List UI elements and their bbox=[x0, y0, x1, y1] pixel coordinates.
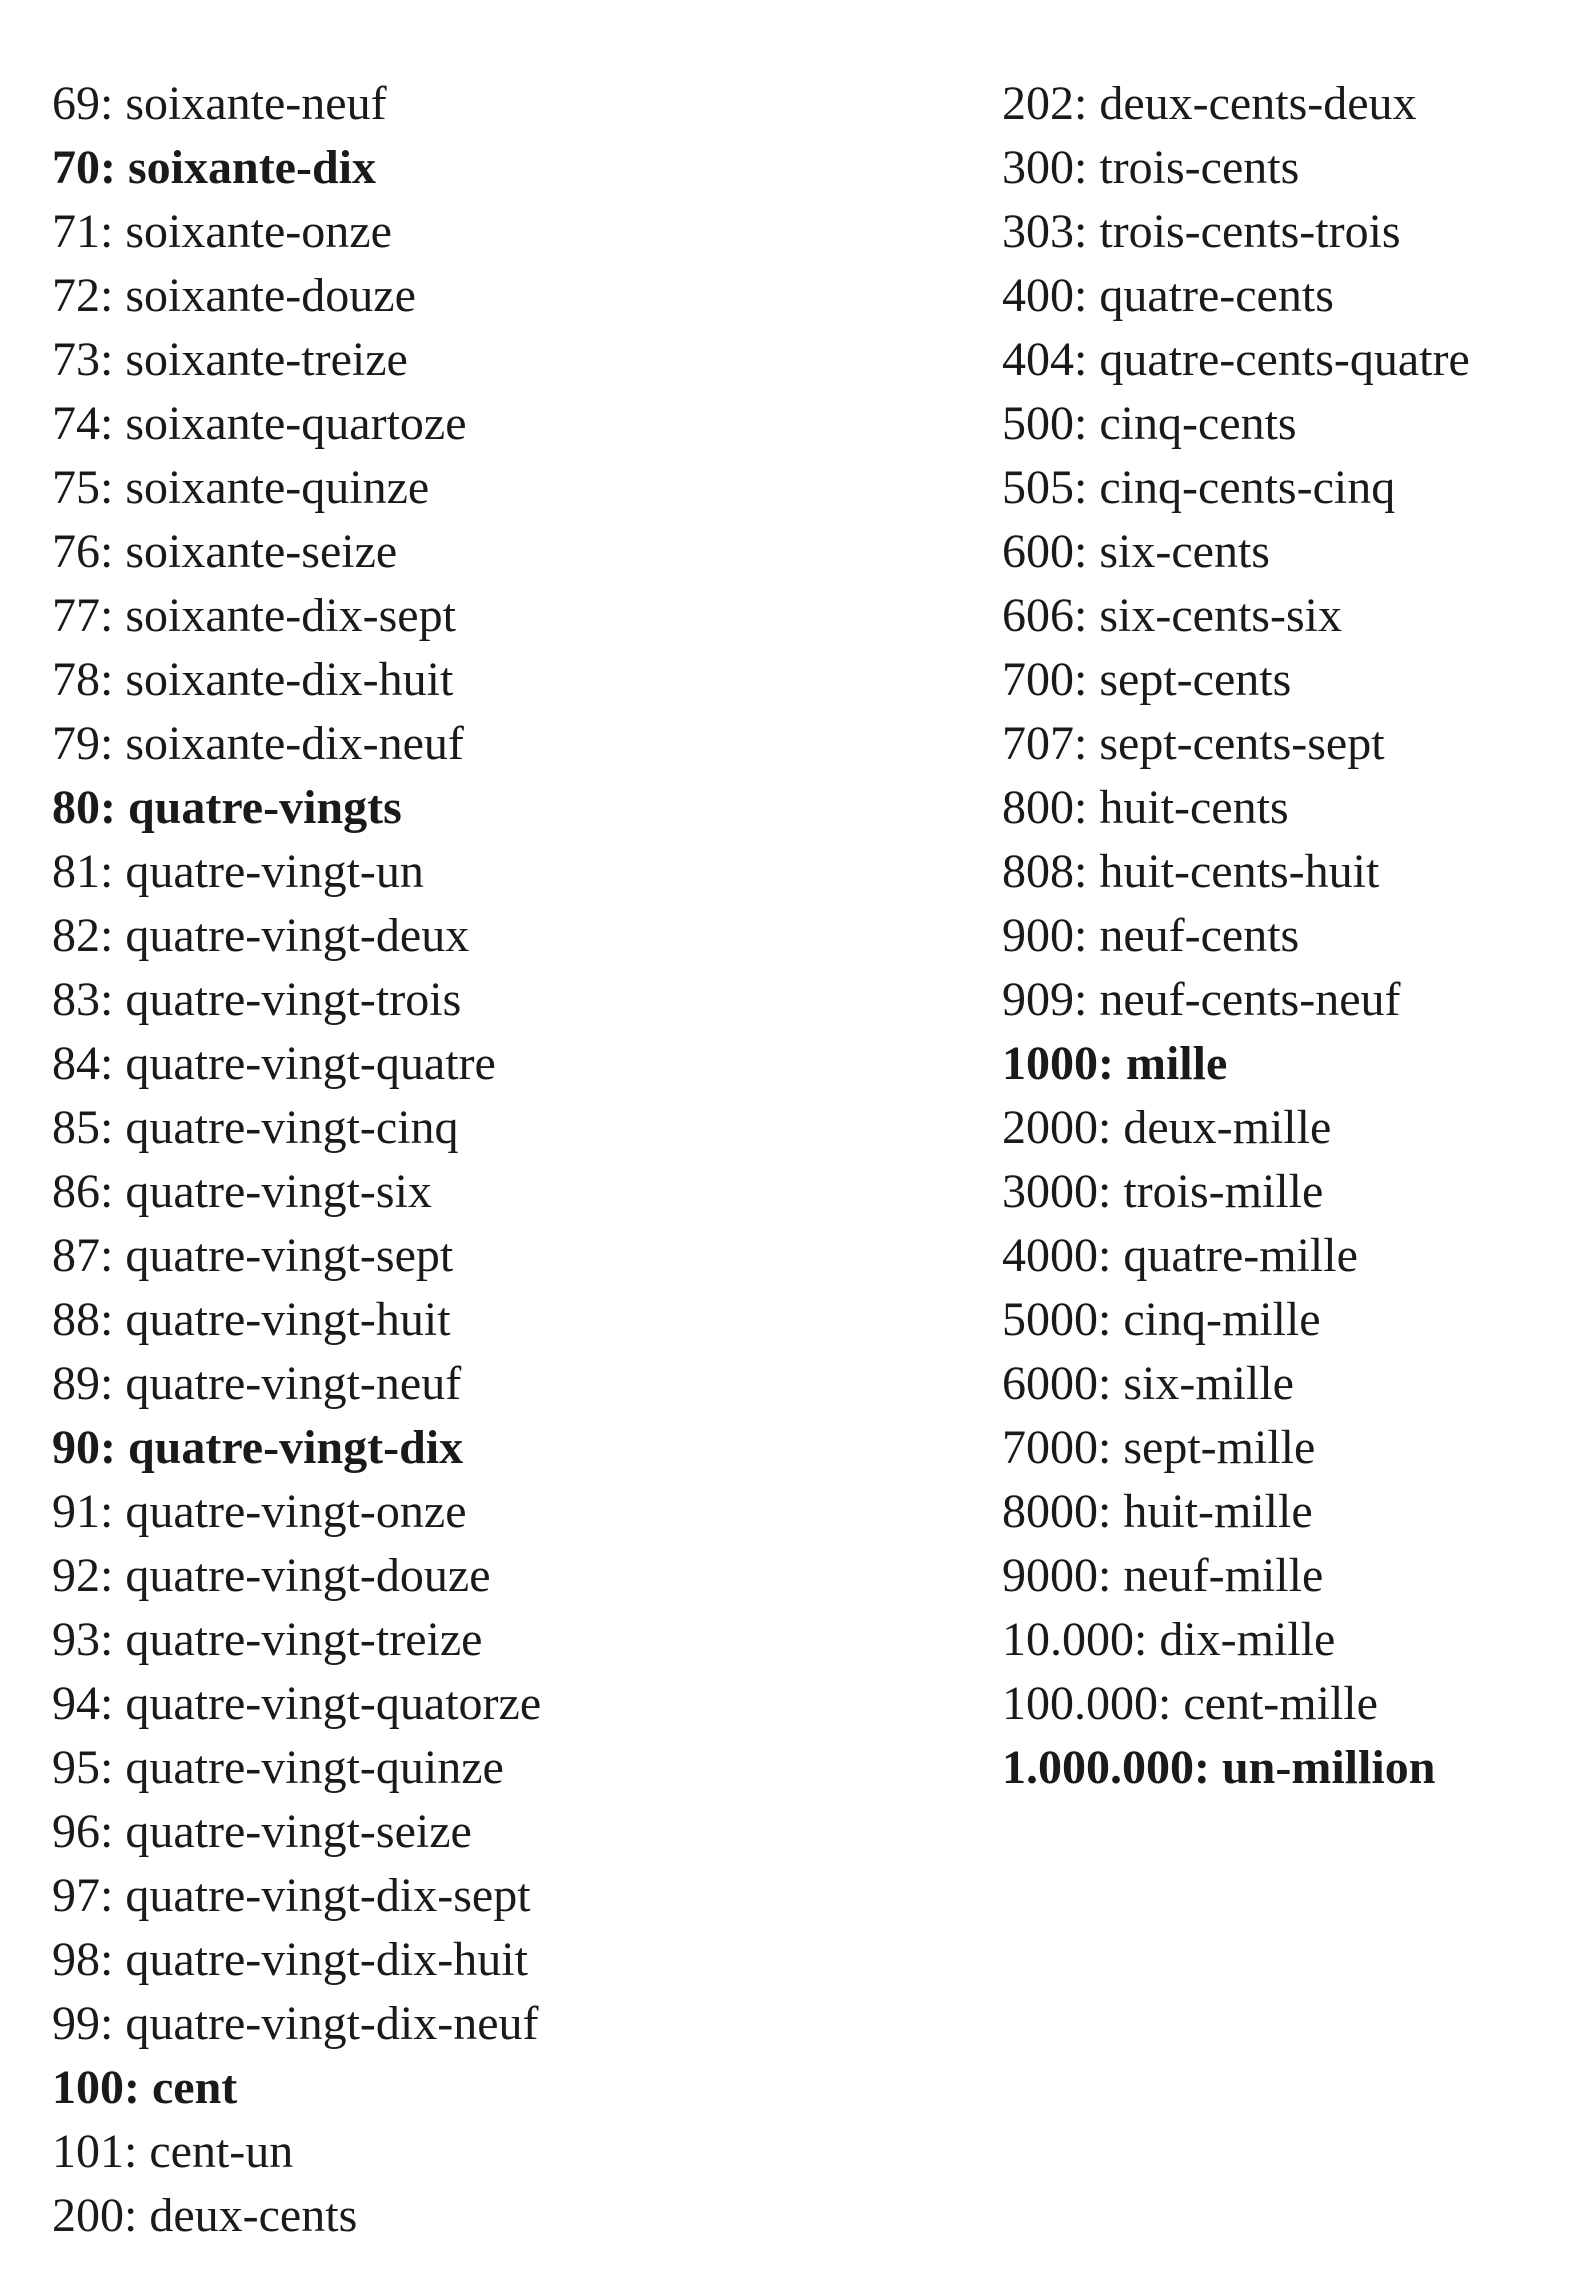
number-entry: 96: quatre-vingt-seize bbox=[52, 1805, 472, 1858]
number-entry: 1.000.000: un-million bbox=[1002, 1741, 1436, 1794]
number-entry: 100.000: cent-mille bbox=[1002, 1677, 1378, 1730]
number-entry: 98: quatre-vingt-dix-huit bbox=[52, 1933, 528, 1986]
number-entry: 97: quatre-vingt-dix-sept bbox=[52, 1869, 531, 1922]
number-entry: 88: quatre-vingt-huit bbox=[52, 1293, 451, 1346]
number-entry: 505: cinq-cents-cinq bbox=[1002, 461, 1396, 514]
number-entry: 909: neuf-cents-neuf bbox=[1002, 973, 1401, 1026]
number-entry: 81: quatre-vingt-un bbox=[52, 845, 424, 898]
number-entry: 77: soixante-dix-sept bbox=[52, 589, 456, 642]
number-entry: 600: six-cents bbox=[1002, 525, 1270, 578]
number-entry: 91: quatre-vingt-onze bbox=[52, 1485, 467, 1538]
number-entry: 76: soixante-seize bbox=[52, 525, 398, 578]
right-number-column bbox=[1002, 72, 1470, 1800]
number-entry: 900: neuf-cents bbox=[1002, 909, 1300, 962]
number-entry: 606: six-cents-six bbox=[1002, 589, 1342, 642]
number-entry: 84: quatre-vingt-quatre bbox=[52, 1037, 496, 1090]
number-entry: 303: trois-cents-trois bbox=[1002, 205, 1401, 258]
number-entry: 2000: deux-mille bbox=[1002, 1101, 1332, 1154]
number-entry: 71: soixante-onze bbox=[52, 205, 392, 258]
number-entry: 101: cent-un bbox=[52, 2125, 294, 2178]
number-entry: 500: cinq-cents bbox=[1002, 397, 1297, 450]
number-entry: 100: cent bbox=[52, 2061, 238, 2114]
number-entry: 89: quatre-vingt-neuf bbox=[52, 1357, 462, 1410]
number-entry: 69: soixante-neuf bbox=[52, 77, 387, 130]
number-entry: 72: soixante-douze bbox=[52, 269, 416, 322]
number-entry: 93: quatre-vingt-treize bbox=[52, 1613, 483, 1666]
number-entry: 400: quatre-cents bbox=[1002, 269, 1334, 322]
number-entry: 10.000: dix-mille bbox=[1002, 1613, 1336, 1666]
number-entry: 85: quatre-vingt-cinq bbox=[52, 1101, 459, 1154]
number-entry: 90: quatre-vingt-dix bbox=[52, 1421, 464, 1474]
number-entry: 202: deux-cents-deux bbox=[1002, 77, 1417, 130]
number-entry: 1000: mille bbox=[1002, 1037, 1228, 1090]
number-entry: 75: soixante-quinze bbox=[52, 461, 430, 514]
number-entry: 94: quatre-vingt-quatorze bbox=[52, 1677, 542, 1730]
number-entry: 3000: trois-mille bbox=[1002, 1165, 1324, 1218]
number-entry: 86: quatre-vingt-six bbox=[52, 1165, 432, 1218]
number-entry: 87: quatre-vingt-sept bbox=[52, 1229, 454, 1282]
number-entry: 95: quatre-vingt-quinze bbox=[52, 1741, 504, 1794]
number-entry: 74: soixante-quartoze bbox=[52, 397, 467, 450]
number-entry: 808: huit-cents-huit bbox=[1002, 845, 1380, 898]
number-entry: 99: quatre-vingt-dix-neuf bbox=[52, 1997, 539, 2050]
number-entry: 92: quatre-vingt-douze bbox=[52, 1549, 491, 1602]
number-entry: 700: sept-cents bbox=[1002, 653, 1292, 706]
number-entry: 6000: six-mille bbox=[1002, 1357, 1294, 1410]
number-entry: 300: trois-cents bbox=[1002, 141, 1300, 194]
number-entry: 78: soixante-dix-huit bbox=[52, 653, 454, 706]
number-entry: 79: soixante-dix-neuf bbox=[52, 717, 464, 770]
number-entry: 5000: cinq-mille bbox=[1002, 1293, 1321, 1346]
number-entry: 73: soixante-treize bbox=[52, 333, 408, 386]
number-entry: 8000: huit-mille bbox=[1002, 1485, 1313, 1538]
number-entry: 707: sept-cents-sept bbox=[1002, 717, 1385, 770]
number-entry: 82: quatre-vingt-deux bbox=[52, 909, 470, 962]
number-entry: 7000: sept-mille bbox=[1002, 1421, 1316, 1474]
left-number-column bbox=[52, 72, 541, 2248]
number-entry: 80: quatre-vingts bbox=[52, 781, 402, 834]
number-entry: 404: quatre-cents-quatre bbox=[1002, 333, 1470, 386]
number-entry: 800: huit-cents bbox=[1002, 781, 1289, 834]
number-entry: 9000: neuf-mille bbox=[1002, 1549, 1324, 1602]
number-entry: 70: soixante-dix bbox=[52, 141, 376, 194]
number-entry: 83: quatre-vingt-trois bbox=[52, 973, 462, 1026]
number-entry: 4000: quatre-mille bbox=[1002, 1229, 1358, 1282]
number-entry: 200: deux-cents bbox=[52, 2189, 358, 2242]
